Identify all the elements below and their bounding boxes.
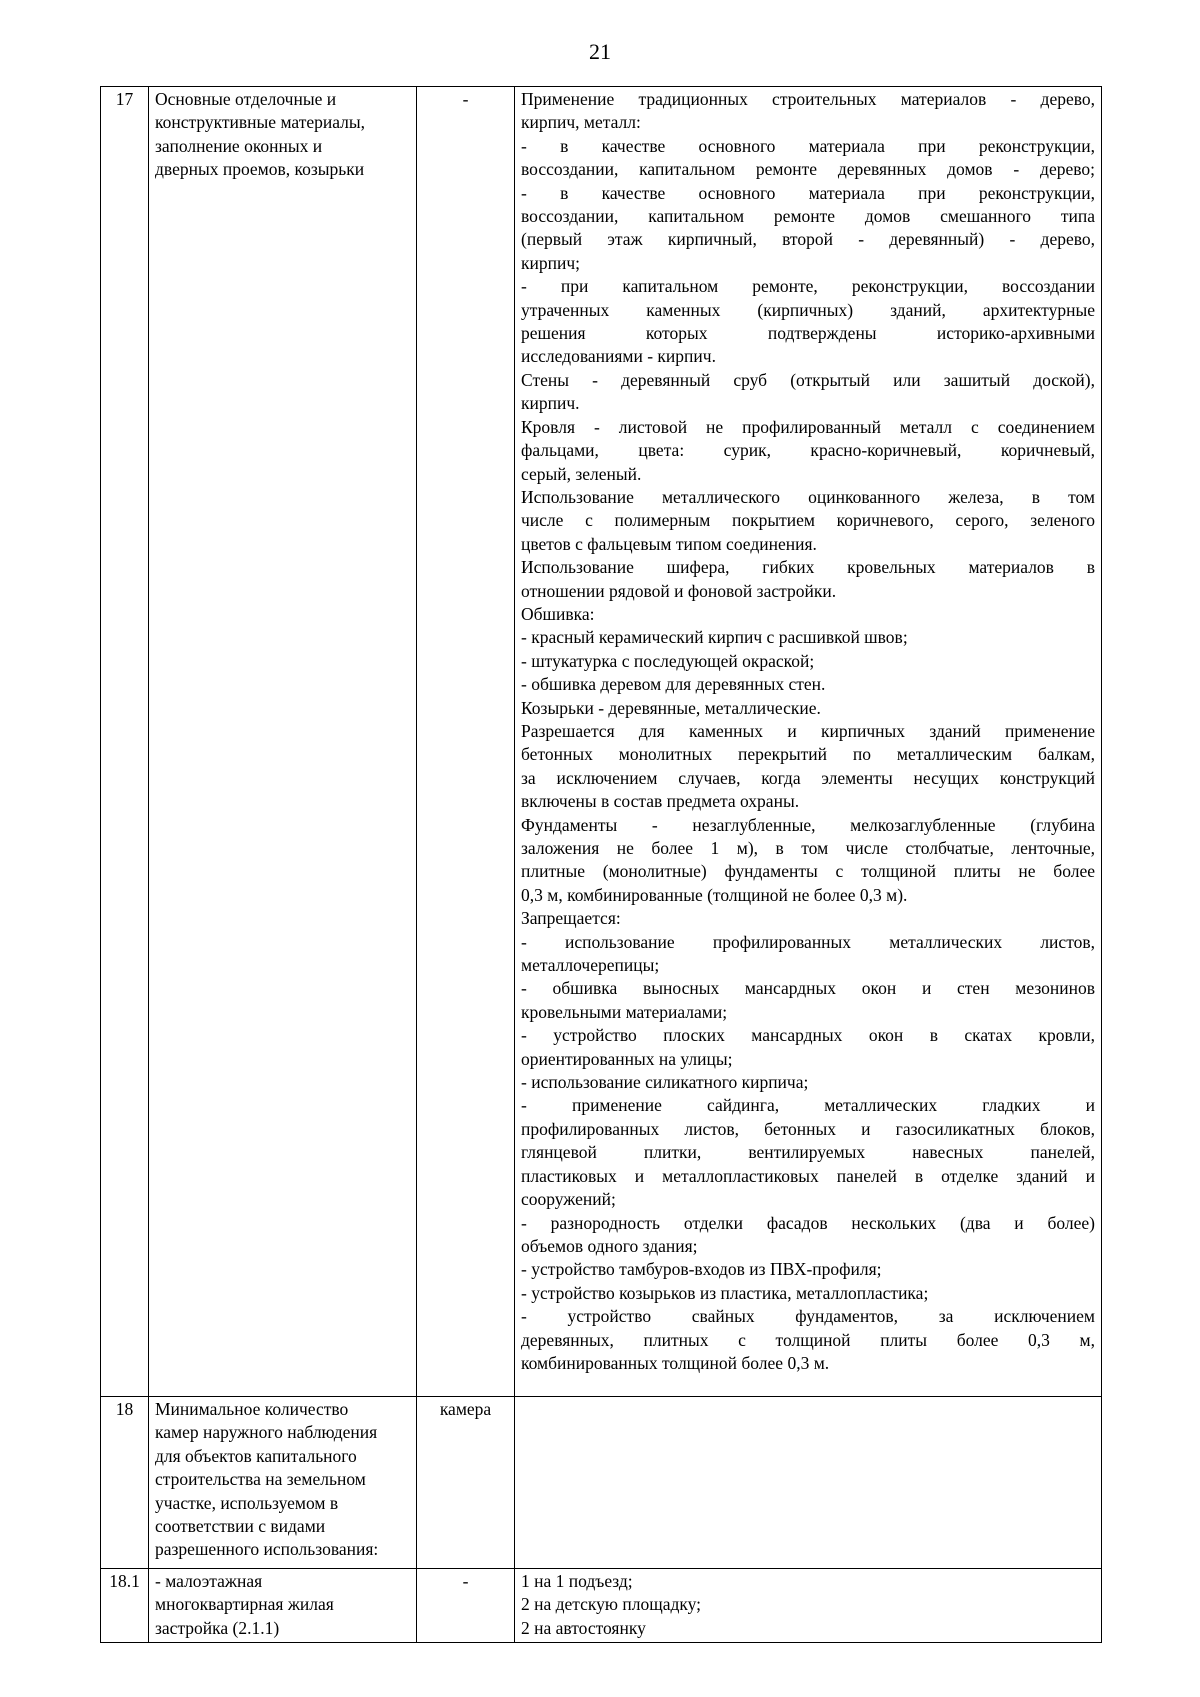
value-line: профилированных листов, бетонных и газосиликатных блоков, (521, 1118, 1095, 1139)
value-line: воссоздании, капитальном ремонте домов смешанного типа (521, 206, 1095, 227)
value-line: - использование профилированных металлических листов, (521, 931, 1095, 952)
description-line: заполнение оконных и (155, 135, 323, 156)
value-line: воссоздании, капитальном ремонте деревянных домов - дерево; (521, 159, 1095, 180)
value-line: - устройство свайных фундаментов, за исключением (521, 1306, 1095, 1327)
value-line: - штукатурка с последующей окраской; (521, 650, 815, 671)
value-cell (515, 1397, 1102, 1569)
requirements-table (100, 86, 1102, 1643)
value-line: (первый этаж кирпичный, второй - деревянный) - дерево, (521, 229, 1095, 250)
value-line: фальцами, цвета: сурик, красно-коричневый, коричневый, (521, 440, 1095, 461)
description-line: строительства на земельном (155, 1469, 366, 1490)
value-line: Использование металлического оцинкованного железа, в том (521, 486, 1095, 507)
value-line: цветов с фальцевым типом соединения. (521, 533, 817, 554)
value-line: исследованиями - кирпич. (521, 346, 716, 367)
value-line: - разнородность отделки фасадов нескольких (два и более) (521, 1212, 1095, 1233)
value-line: плитные (монолитные) фундаменты с толщиной плиты не более (521, 861, 1095, 882)
value-line: - устройство тамбуров-входов из ПВХ-профиля; (521, 1259, 882, 1280)
value-line: пластиковых и металлопластиковых панелей в отделке зданий и (521, 1165, 1095, 1186)
value-line: сооружений; (521, 1189, 616, 1210)
value-cell (515, 1569, 1102, 1643)
unit-cell: - (417, 87, 515, 1397)
description-line: Минимальное количество (155, 1399, 349, 1419)
description-line: разрешенного использования: (155, 1539, 379, 1560)
value-cell (515, 87, 1102, 1397)
value-line: - использование силикатного кирпича; (521, 1072, 809, 1093)
description-line: застройка (2.1.1) (155, 1617, 280, 1638)
value-line: серый, зеленый. (521, 463, 642, 484)
value-line: 0,3 м, комбинированные (толщиной не более 0,3 м). (521, 884, 908, 905)
value-line: отношении рядовой и фоновой застройки. (521, 580, 837, 601)
value-line: - в качестве основного материала при реконструкции, (521, 182, 1095, 203)
description-line: конструктивные материалы, (155, 112, 366, 133)
value-line: - устройство козырьков из пластика, металлопластика; (521, 1282, 929, 1303)
unit-cell: камера (417, 1397, 515, 1569)
value-line: кирпич; (521, 252, 581, 273)
table-row-18-1 (101, 1569, 1102, 1643)
parameter-description (149, 1569, 417, 1643)
value-line: - применение сайдинга, металлических гладких и (521, 1095, 1095, 1116)
page-number: 21 (589, 39, 611, 64)
table-row-18 (101, 1397, 1102, 1569)
value-line: 2 на автостоянку (521, 1617, 646, 1638)
unit-cell: - (417, 1569, 515, 1643)
value-line: 1 на 1 подъезд; (521, 1571, 633, 1591)
value-line: - при капитальном ремонте, реконструкции, воссоздании (521, 276, 1095, 297)
row-number: 18 (101, 1397, 149, 1569)
description-line: Основные отделочные и (155, 89, 337, 109)
value-line: глянцевой плитки, вентилируемых навесных панелей, (521, 1142, 1095, 1163)
description-line: камер наружного наблюдения (155, 1422, 378, 1443)
value-line: деревянных, плитных с толщиной плиты более 0,3 м, (521, 1329, 1095, 1350)
description-line: для объектов капитального (155, 1445, 357, 1466)
value-line: ориентированных на улицы; (521, 1048, 733, 1069)
value-line: решения которых подтверждены историко-архивными (521, 323, 1095, 344)
value-line: Фундаменты - незаглубленные, мелкозаглубленные (глубина (521, 814, 1095, 835)
parameter-description (149, 1397, 417, 1569)
description-line: участке, используемом в (155, 1492, 339, 1513)
value-line: металлочерепицы; (521, 955, 660, 976)
row-number: 18.1 (101, 1569, 149, 1643)
value-line: Кровля - листовой не профилированный металл с соединением (521, 416, 1095, 437)
value-line: - красный керамический кирпич с расшивкой швов; (521, 627, 908, 648)
value-line: Стены - деревянный сруб (открытый или зашитый доской), (521, 369, 1095, 390)
value-line: комбинированных толщиной более 0,3 м. (521, 1352, 830, 1373)
value-line: за исключением случаев, когда элементы несущих конструкций (521, 767, 1095, 788)
table-row-17 (101, 87, 1102, 1397)
value-line: бетонных монолитных перекрытий по металлическим балкам, (521, 744, 1095, 765)
value-line: Использование шифера, гибких кровельных материалов в (521, 557, 1095, 578)
value-line: Козырьки - деревянные, металлические. (521, 697, 821, 718)
value-line: - обшивка выносных мансардных окон и стен мезонинов (521, 978, 1095, 999)
value-line: кровельными материалами; (521, 1001, 728, 1022)
row-number: 17 (101, 87, 149, 1397)
value-line: - устройство плоских мансардных окон в скатах кровли, (521, 1025, 1095, 1046)
description-line: соответствии с видами (155, 1516, 326, 1537)
value-line: Разрешается для каменных и кирпичных зданий применение (521, 720, 1095, 741)
value-line: кирпич, металл: (521, 112, 641, 133)
value-line: Запрещается: (521, 908, 621, 929)
description-line: дверных проемов, козырьки (155, 159, 365, 180)
value-line: объемов одного здания; (521, 1235, 698, 1256)
value-line: числе с полимерным покрытием коричневого, серого, зеленого (521, 510, 1095, 531)
value-line: Обшивка: (521, 603, 595, 624)
value-line: включены в состав предмета охраны. (521, 791, 800, 812)
description-line: многоквартирная жилая (155, 1594, 334, 1615)
description-line: - малоэтажная (155, 1571, 263, 1591)
value-line: Применение традиционных строительных материалов - дерево, (521, 89, 1095, 109)
value-line: 2 на детскую площадку; (521, 1594, 702, 1615)
value-line: - в качестве основного материала при реконструкции, (521, 135, 1095, 156)
parameter-description (149, 87, 417, 1397)
value-line: - обшивка деревом для деревянных стен. (521, 674, 826, 695)
value-line: заложения не более 1 м), в том числе столбчатые, ленточные, (521, 838, 1095, 858)
value-line: кирпич. (521, 393, 580, 414)
value-line: утраченных каменных (кирпичных) зданий, архитектурные (521, 299, 1095, 320)
